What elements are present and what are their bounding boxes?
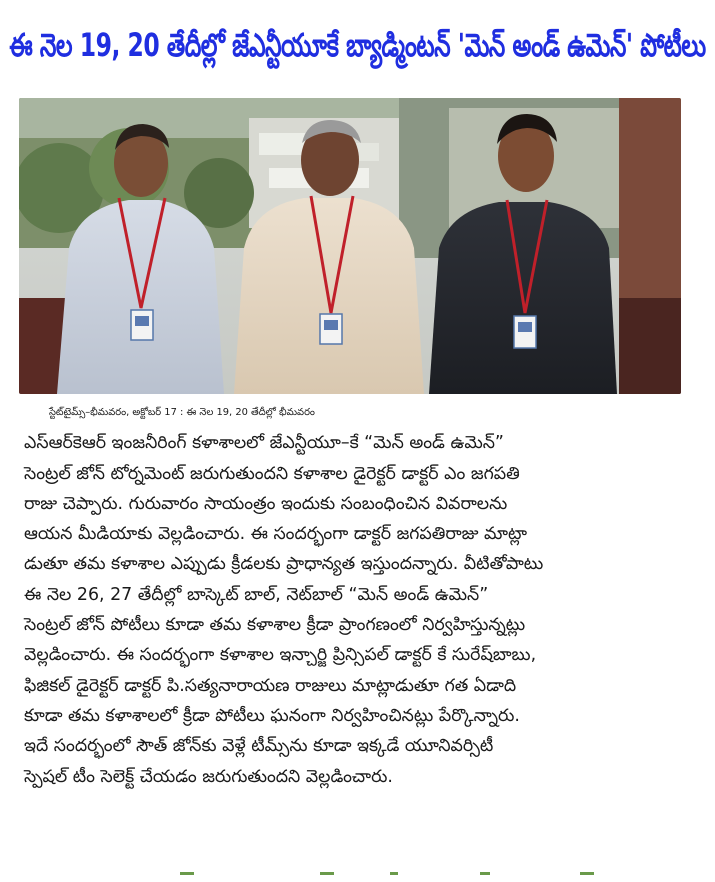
article-line: ఎస్ఆర్‌కెఆర్ ఇంజనీరింగ్ కళాశాలలో జేఎన్టీయూ–కే “మెన్ అండ్ ఉమెన్” [24, 433, 504, 454]
article-line: స్టేట్‌టైమ్స్–భీమవరం, అక్టోబర్ 17 : ఈ నెల 19, 20 తేదీల్లో భీమవరం [49, 407, 315, 418]
photo-three-men-icon [19, 98, 681, 394]
article-line: వెల్లడించారు. ఈ సందర్భంగా కళాశాల ఇన్చార్జి ప్రిన్సిపల్ డాక్టర్ కే సురేష్‌బాబు, [24, 645, 537, 666]
article-line: రాజు చెప్పారు. గురువారం సాయంత్రం ఇందుకు సంబంధించిన వివరాలను [24, 493, 508, 514]
article-line: సెంట్రల్ జోన్ టోర్నమెంట్ జరుగుతుందని కళాశాల డైరెక్టర్ డాక్టర్ ఎం జగపతి [24, 463, 520, 484]
article-line: ఈ నెల 26, 27 తేదీల్లో బాస్కెట్ బాల్, నెట్‌బాల్ “మెన్ అండ్ ఉమెన్” [24, 584, 489, 605]
bottom-dash-divider [60, 870, 660, 876]
article-line: ఇదే సందర్భంలో సౌత్ జోన్‌కు వెళ్లే టీమ్స్‌ను కూడా ఇక్కడే యూనివర్సిటీ [24, 736, 494, 757]
article-line: డుతూ తమ కళాశాల ఎప్పుడు క్రీడలకు ప్రాధాన్యత ఇస్తుందన్నారు. వీటితోపాటు [24, 554, 544, 575]
article-line: కూడా తమ కళాశాలలో క్రీడా పోటీలు ఘనంగా నిర్వహించినట్లు పేర్కొన్నారు. [24, 705, 520, 726]
headline-title: ఈ నెల 19, 20 తేదీల్లో జేఎన్టీయూకే బ్యాడ్మింటన్ 'మెన్ అండ్ ఉమెన్' పోటీలు [9, 26, 706, 64]
news-photo [19, 98, 681, 394]
article-line: స్పెషల్ టీం సెలెక్ట్ చేయడం జరుగుతుందని వెల్లడించారు. [24, 766, 393, 787]
article-line: ఫిజికల్ డైరెక్టర్ డాక్టర్ పి.సత్యనారాయణ రాజులు మాట్లాడుతూ గత ఏడాది [24, 675, 517, 696]
article-line: ఆయన మీడియాకు వెల్లడించారు. ఈ సందర్భంగా డాక్టర్ జగపతిరాజు మాట్లా [24, 524, 528, 545]
headline-banner [0, 0, 715, 98]
article-line: సెంట్రల్ జోన్ పోటీలు కూడా తమ కళాశాల క్రీడా ప్రాంగణంలో నిర్వహిస్తున్నట్లు [24, 615, 526, 636]
article-body [24, 398, 696, 792]
